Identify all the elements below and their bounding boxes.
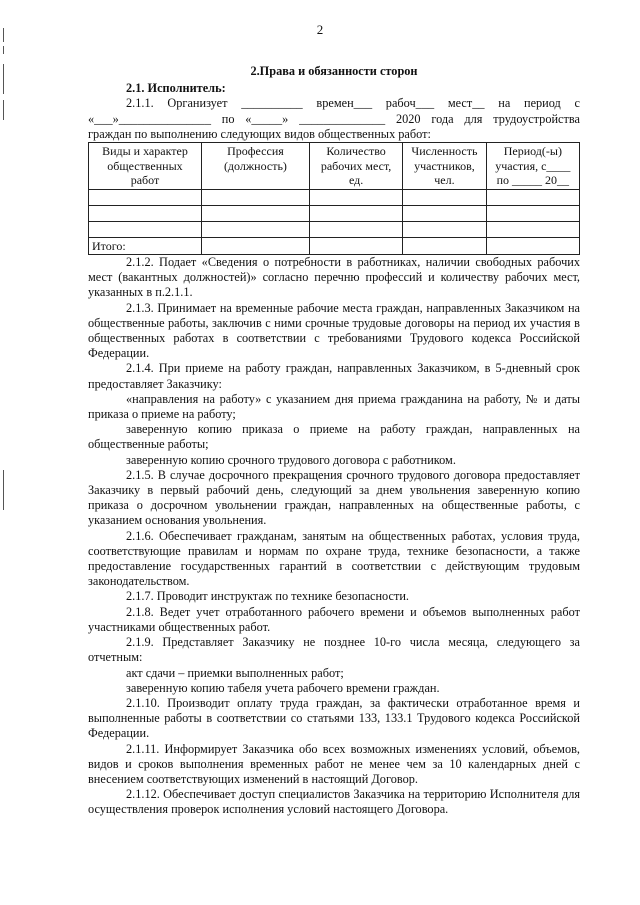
- table-header-cell: Виды и характер общественных работ: [89, 143, 202, 190]
- clause-paragraph: заверенную копию срочного трудового договора с работником.: [126, 452, 456, 467]
- clause-paragraph: 2.1.11. Информирует Заказчика обо всех возможных изменениях условий, объемов, видов и сроков выполнения временных работ не менее чем за 10 календарных дней с внесением соответствующих изменений в настоящий Договор.: [88, 741, 580, 786]
- works-table: [88, 142, 580, 255]
- table-header-cell: Количество рабочих мест, ед.: [309, 143, 402, 190]
- clause-paragraph: 2.1.10. Производит оплату труда граждан, за фактически отработанное время и выполненные работы в соответствии со статьями 133, 133.1 Трудового кодекса Российской Федерации.: [88, 695, 580, 741]
- table-header-cell: Численность участников, чел.: [403, 143, 486, 190]
- document-body: [88, 64, 580, 818]
- table-header-cell: Профессия (должность): [201, 143, 309, 190]
- clause-paragraph: 2.1.9. Представляет Заказчику не позднее 10-го числа месяца, следующего за отчетным:: [88, 635, 580, 665]
- margin-mark: [3, 100, 4, 120]
- clause-paragraph: заверенную копию приказа о приеме на работу граждан, направленных на общественные работы;: [88, 422, 580, 452]
- clause-2-1-1-line2: «___»_______________ по «_____» ______________ 2020 года для трудоустройства: [88, 111, 580, 126]
- page-number: 2: [316, 22, 324, 37]
- clause-paragraph: акт сдачи – приемки выполненных работ;: [126, 665, 344, 680]
- clause-paragraph: 2.1.8. Ведет учет отработанного рабочего времени и объемов выполненных работ участниками общественных работ.: [88, 604, 580, 634]
- table-header-cell: Период(-ы) участия, с____ по _____ 20__: [486, 143, 579, 190]
- clause-2-1-1-line1: 2.1.1. Организует __________ времен___ рабоч___ мест__ на период с: [126, 96, 580, 111]
- table-row: [89, 189, 580, 205]
- clauses-list: [88, 255, 580, 818]
- margin-mark: [3, 64, 4, 94]
- clause-paragraph: 2.1.7. Проводит инструктаж по технике безопасности.: [126, 589, 410, 604]
- table-total-row: [89, 237, 580, 255]
- margin-mark: [3, 46, 4, 54]
- clause-paragraph: 2.1.3. Принимает на временные рабочие места граждан, направленных Заказчиком на общественные работы, заключив с ними срочные трудовые договоры на период их участия в общественных работах в соответствии с требованиями Трудового кодекса Российской Федерации.: [88, 300, 580, 361]
- clause-paragraph: заверенную копию табеля учета рабочего времени граждан.: [126, 680, 440, 695]
- clause-paragraph: 2.1.6. Обеспечивает гражданам, занятым на общественных работах, условия труда, соответствующие правилам и нормам по охране труда, технике безопасности, а также предоставление государственных гарантий в соответствии с действующим трудовым законодательством.: [88, 528, 580, 589]
- table-row: [89, 205, 580, 221]
- clause-paragraph: 2.1.5. В случае досрочного прекращения срочного трудового договора предоставляет Заказчику в первый рабочий день, следующий за днем увольнения заверенную копию приказа о досрочном увольнении граждан, направленных на общественные работы, с указанием основания увольнения.: [88, 467, 580, 528]
- clause-paragraph: 2.1.2. Подает «Сведения о потребности в работниках, наличии свободных рабочих мест (вакантных должностей)» согласно перечню профессий и количеству рабочих мест, указанных в п.2.1.1.: [88, 255, 580, 300]
- section-title: 2.Права и обязанности сторон: [250, 64, 418, 78]
- margin-mark: [3, 470, 4, 510]
- subsection-title: 2.1. Исполнитель:: [126, 81, 226, 96]
- table-row: [89, 221, 580, 237]
- clause-2-1-1-line3: граждан по выполнению следующих видов общественных работ:: [88, 126, 431, 141]
- total-label: Итого:: [89, 237, 202, 255]
- clause-paragraph: «направления на работу» с указанием дня приема гражданина на работу, № и даты приказа о приеме на работу;: [88, 391, 580, 422]
- table-header-row: [89, 143, 580, 190]
- clause-paragraph: 2.1.4. При приеме на работу граждан, направленных Заказчиком, в 5-дневный срок предоставляет Заказчику:: [88, 361, 580, 391]
- clause-paragraph: 2.1.12. Обеспечивает доступ специалистов Заказчика на территорию Исполнителя для осуществления проверок исполнения условий настоящего Договора.: [88, 787, 580, 817]
